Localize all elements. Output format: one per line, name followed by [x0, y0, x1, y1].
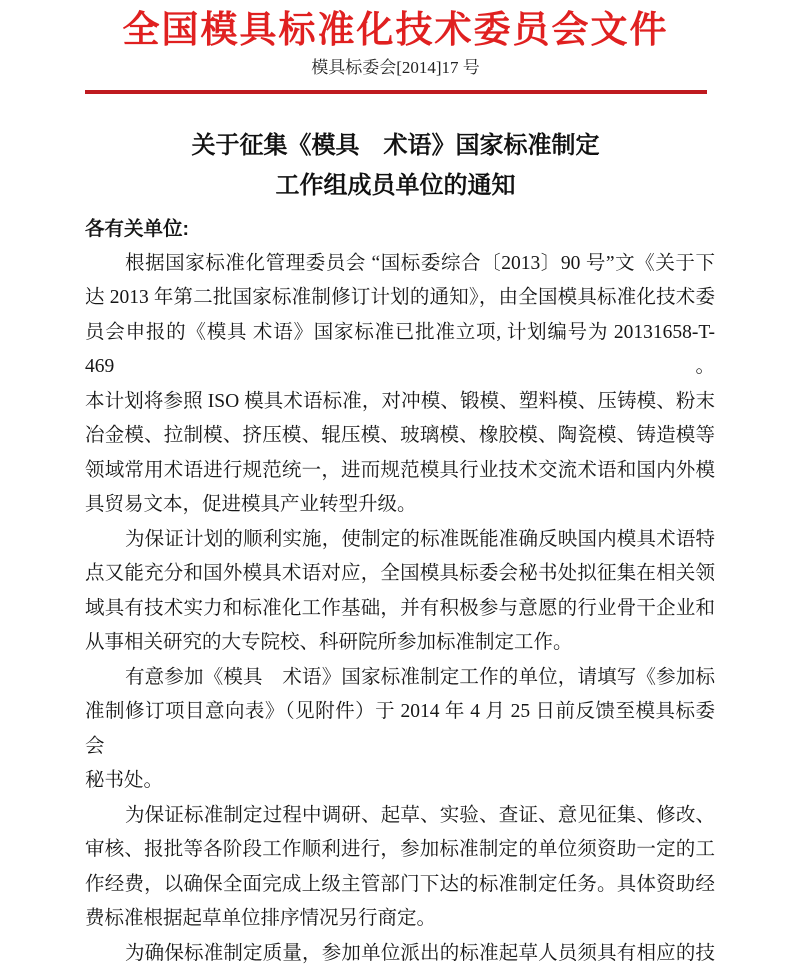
- paragraph-line: 有意参加《模具 术语》国家标准制定工作的单位，请填写《参加标: [85, 661, 715, 696]
- paragraph-line: 审核、报批等各阶段工作顺利进行，参加标准制定的单位须资助一定的工: [85, 833, 715, 868]
- document-body: [85, 212, 715, 971]
- paragraph-line: 本计划将参照 ISO 模具术语标准，对冲模、锻模、塑料模、压铸模、粉末: [85, 385, 715, 420]
- document-page: [0, 10, 791, 908]
- paragraph-line: 具贸易文本，促进模具产业转型升级。: [85, 488, 715, 523]
- document-number: 模具标委会[2014]17 号: [0, 58, 791, 78]
- paragraph-line: 秘书处。: [85, 764, 715, 799]
- notice-title-line2: 工作组成员单位的通知: [0, 166, 791, 206]
- paragraph-line: 员会申报的《模具 术语》国家标准已批准立项, 计划编号为 20131658-T-469。: [85, 316, 715, 385]
- paragraph-line: 费标准根据起草单位排序情况另行商定。: [85, 902, 715, 937]
- paragraph-line: 为保证标准制定过程中调研、起草、实验、查证、意见征集、修改、: [85, 799, 715, 834]
- paragraph-line: 点又能充分和国外模具术语对应，全国模具标委会秘书处拟征集在相关领: [85, 557, 715, 592]
- paragraph-line: 领域常用术语进行规范统一，进而规范模具行业技术交流术语和国内外模: [85, 454, 715, 489]
- paragraph-line: 为确保标准制定质量，参加单位派出的标准起草人员须具有相应的技: [85, 937, 715, 971]
- notice-title: [0, 126, 791, 206]
- paragraph-line: 根据国家标准化管理委员会 “国标委综合〔2013〕90 号”文《关于下: [85, 247, 715, 282]
- notice-title-line1: 关于征集《模具 术语》国家标准制定: [0, 126, 791, 166]
- header-divider-rule: [85, 90, 707, 94]
- paragraph-line: 达 2013 年第二批国家标准制修订计划的通知》，由全国模具标准化技术委: [85, 281, 715, 316]
- paragraph-line: 域具有技术实力和标准化工作基础，并有积极参与意愿的行业骨干企业和: [85, 592, 715, 627]
- paragraph-line: 为保证计划的顺利实施，使制定的标准既能准确反映国内模具术语特: [85, 523, 715, 558]
- paragraph-line: 从事相关研究的大专院校、科研院所参加标准制定工作。: [85, 626, 715, 661]
- paragraph-line: 冶金模、拉制模、挤压模、辊压模、玻璃模、橡胶模、陶瓷模、铸造模等: [85, 419, 715, 454]
- paragraph-line: 准制修订项目意向表》（见附件）于 2014 年 4 月 25 日前反馈至模具标委会: [85, 695, 715, 764]
- salutation: 各有关单位:: [85, 212, 715, 247]
- paragraph-line: 作经费，以确保全面完成上级主管部门下达的标准制定任务。具体资助经: [85, 868, 715, 903]
- document-header-title: 全国模具标准化技术委员会文件: [0, 10, 791, 52]
